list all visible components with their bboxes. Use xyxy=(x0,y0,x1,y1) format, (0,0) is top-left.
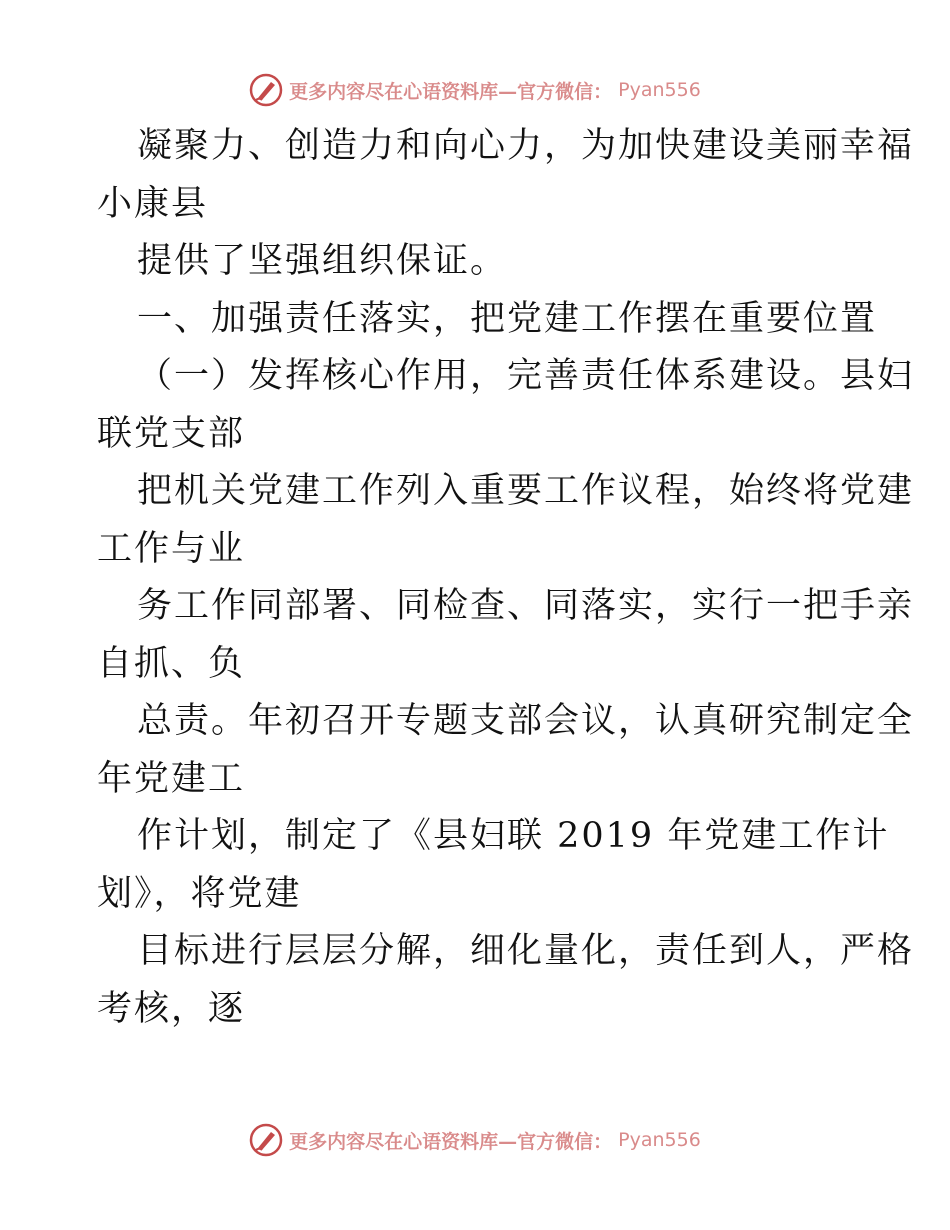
body-line: 作计划，制定了《县妇联 2019 年党建工作计 xyxy=(137,816,890,856)
header-banner xyxy=(0,70,950,110)
banner-text: 更多内容尽在心语资料库—官方微信： xyxy=(289,1130,613,1153)
section-heading: 一、加强责任落实，把党建工作摆在重要位置 xyxy=(137,298,878,339)
body-line: 自抓、负 xyxy=(97,643,246,684)
body-line: 提供了坚强组织保证。 xyxy=(137,241,508,281)
quill-pen-logo-icon xyxy=(249,1123,283,1157)
body-line: 目标进行层层分解，细化量化，责任到人，严格 xyxy=(137,931,915,971)
body-line: 小康县 xyxy=(97,183,209,224)
body-line: 总责。年初召开专题支部会议，认真研究制定全 xyxy=(137,701,915,741)
banner-wechat-id: Pyan556 xyxy=(618,1129,701,1151)
body-line: 凝聚力、创造力和向心力，为加快建设美丽幸福 xyxy=(137,126,915,166)
body-line: 务工作同部署、同检查、同落实，实行一把手亲 xyxy=(137,586,915,626)
footer-banner xyxy=(0,1120,950,1160)
body-line: 年党建工 xyxy=(97,758,246,799)
subsection-heading: （一）发挥核心作用，完善责任体系建设。县妇 xyxy=(137,356,915,396)
body-line: 划》，将党建 xyxy=(97,873,302,914)
body-line: 考核，逐 xyxy=(97,988,246,1029)
body-line: 联党支部 xyxy=(97,413,246,454)
body-line: 把机关党建工作列入重要工作议程，始终将党建 xyxy=(137,471,915,511)
body-line: 工作与业 xyxy=(97,528,246,569)
quill-pen-logo-icon xyxy=(249,73,283,107)
banner-text: 更多内容尽在心语资料库—官方微信： xyxy=(289,80,613,103)
document-body xyxy=(97,118,915,1038)
banner-wechat-id: Pyan556 xyxy=(618,79,701,101)
